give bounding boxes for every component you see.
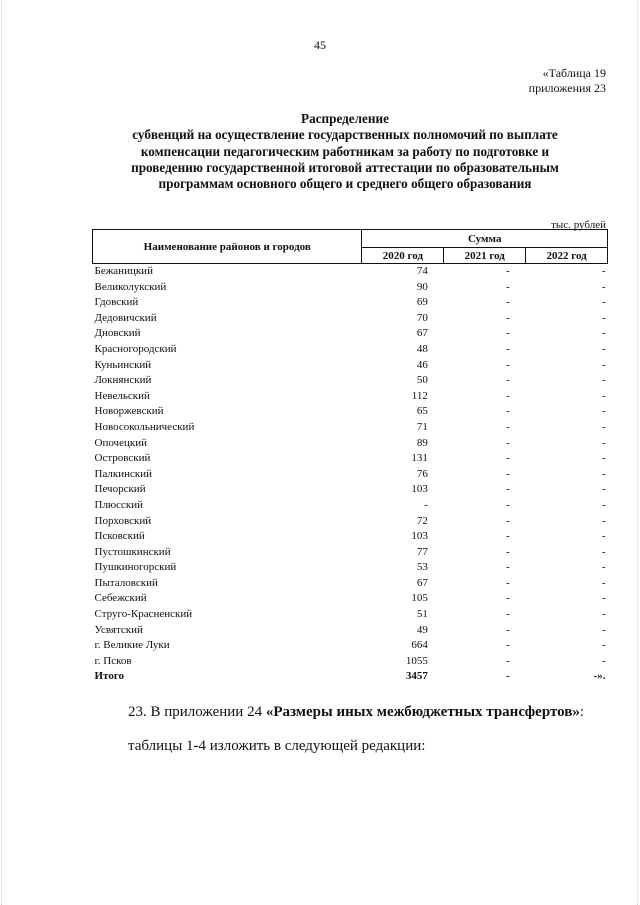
- value-2021: -: [505, 311, 510, 324]
- value-2022: -: [601, 576, 606, 589]
- value-2021: -: [505, 327, 510, 340]
- table-row: [93, 326, 608, 342]
- value-2022: -: [601, 280, 606, 293]
- value-2020: 67: [416, 327, 428, 340]
- value-2022: -: [601, 358, 606, 371]
- district-name: Палкинский: [94, 467, 153, 480]
- document-title: [80, 111, 610, 192]
- value-2021: -: [505, 358, 510, 371]
- table-row: [93, 311, 608, 327]
- value-2021: -: [505, 280, 510, 293]
- value-2020: 51: [416, 608, 428, 621]
- district-name: Пушкиногорский: [94, 561, 177, 574]
- value-2021: -: [505, 483, 510, 496]
- value-2022: -: [601, 514, 606, 527]
- value-2020: 65: [416, 405, 428, 418]
- units-label: тыс. рублей: [551, 219, 606, 231]
- page-number: 45: [314, 38, 326, 52]
- value-2020: 89: [416, 436, 428, 449]
- value-2022: -».: [593, 670, 606, 683]
- table-row: [93, 529, 608, 545]
- district-name: Новоржевский: [94, 405, 164, 418]
- value-2021: -: [505, 436, 510, 449]
- value-2022: -: [601, 327, 606, 340]
- district-name: Новосокольнический: [94, 420, 195, 433]
- value-2020: 90: [416, 280, 428, 293]
- value-2020: 49: [416, 623, 428, 636]
- district-name: Плюсский: [94, 498, 144, 511]
- header-sum: Сумма: [362, 230, 608, 248]
- value-2021: -: [505, 498, 510, 511]
- district-name: г. Псков: [94, 654, 132, 667]
- value-2021: -: [505, 576, 510, 589]
- value-2021: -: [505, 654, 510, 667]
- value-2020: 46: [416, 358, 428, 371]
- value-2020: 112: [411, 389, 428, 402]
- district-name: Красногородский: [94, 342, 177, 355]
- district-name: Печорский: [94, 483, 146, 496]
- table-row: [93, 467, 608, 483]
- district-name: Псковский: [94, 530, 145, 543]
- value-2022: -: [601, 389, 606, 402]
- value-2021: -: [505, 670, 510, 683]
- table-row: [93, 451, 608, 467]
- title-line4: проведению государственной итоговой аттестации по образовательным: [131, 159, 559, 175]
- value-2021: -: [505, 452, 510, 465]
- district-name: Дедовичский: [94, 311, 157, 324]
- district-name: Усвятский: [94, 623, 143, 636]
- value-2022: -: [601, 436, 606, 449]
- district-name: Бежаницкий: [94, 265, 153, 277]
- appendix-reference: [529, 66, 606, 96]
- value-2021: -: [505, 420, 510, 433]
- value-2021: -: [505, 405, 510, 418]
- table-row: [93, 482, 608, 498]
- value-2021: -: [505, 265, 510, 277]
- value-2022: -: [601, 639, 606, 652]
- value-2020: 74: [416, 265, 428, 277]
- district-name: Струго-Красненский: [94, 608, 193, 621]
- value-2022: -: [601, 498, 606, 511]
- value-2022: -: [601, 592, 606, 605]
- paragraph-23-suffix: :: [579, 704, 585, 720]
- value-2021: -: [505, 514, 510, 527]
- paragraph-23-bold: «Размеры иных межбюджетных трансфертов»: [265, 704, 580, 720]
- value-2022: -: [601, 296, 606, 309]
- district-name: Невельский: [94, 389, 150, 402]
- value-2020: 103: [411, 483, 428, 496]
- table-row: [93, 295, 608, 311]
- table-row: [93, 420, 608, 436]
- district-name: Опочецкий: [94, 436, 147, 449]
- value-2020: 67: [416, 576, 428, 589]
- district-name: Итого: [94, 670, 125, 683]
- value-2020: 70: [416, 311, 428, 324]
- value-2022: -: [601, 561, 606, 574]
- value-2022: -: [601, 608, 606, 621]
- value-2020: 131: [411, 452, 428, 465]
- title-line5: программам основного общего и среднего общего образования: [158, 176, 532, 192]
- paragraph-23-prefix: 23. В приложении 24: [128, 704, 266, 720]
- paragraph-23: [128, 704, 584, 721]
- appendix-ref-line1: «Таблица 19: [542, 66, 606, 80]
- table-row-total: [93, 669, 608, 685]
- title-line3: компенсации педагогическим работникам за работу по подготовке и: [140, 143, 550, 159]
- district-name: Себежский: [94, 592, 147, 605]
- value-2022: -: [601, 654, 606, 667]
- title-line2: субвенций на осуществление государственных полномочий по выплате: [132, 127, 558, 143]
- district-name: Дновский: [94, 327, 141, 340]
- page-edge-left: [1, 0, 3, 905]
- value-2022: -: [601, 420, 606, 433]
- value-2020: -: [424, 498, 428, 511]
- value-2021: -: [505, 374, 510, 387]
- table-row: [93, 623, 608, 639]
- value-2020: 76: [416, 467, 428, 480]
- value-2022: -: [601, 530, 606, 543]
- value-2022: -: [601, 374, 606, 387]
- table-row: [93, 591, 608, 607]
- district-name: Порховский: [94, 514, 152, 527]
- district-name: Гдовский: [94, 296, 139, 309]
- table-row: [93, 498, 608, 514]
- value-2021: -: [505, 561, 510, 574]
- value-2022: -: [601, 265, 606, 277]
- district-name: г. Великие Луки: [94, 639, 170, 652]
- value-2021: -: [505, 592, 510, 605]
- header-year-2022: 2022 год: [526, 248, 608, 264]
- value-2022: -: [601, 623, 606, 636]
- paragraph-tables: таблицы 1-4 изложить в следующей редакции:: [128, 738, 426, 754]
- table-row: [93, 545, 608, 561]
- district-name: Пустошкинский: [94, 545, 171, 558]
- value-2022: -: [601, 405, 606, 418]
- value-2020: 3457: [405, 670, 428, 683]
- value-2021: -: [505, 342, 510, 355]
- header-year-2020: 2020 год: [362, 248, 444, 264]
- value-2020: 48: [416, 342, 428, 355]
- appendix-ref-line2: приложения 23: [528, 81, 606, 95]
- value-2022: -: [601, 545, 606, 558]
- value-2020: 1055: [405, 654, 428, 667]
- header-name: Наименование районов и городов: [93, 230, 362, 264]
- value-2020: 71: [416, 420, 428, 433]
- value-2021: -: [505, 389, 510, 402]
- value-2021: -: [505, 545, 510, 558]
- value-2022: -: [601, 311, 606, 324]
- district-name: Локнянский: [94, 374, 152, 387]
- table-row: [93, 389, 608, 405]
- title-line1: Распределение: [301, 111, 389, 126]
- value-2021: -: [505, 623, 510, 636]
- value-2020: 72: [416, 514, 428, 527]
- table-row: [93, 514, 608, 530]
- value-2020: 69: [416, 296, 428, 309]
- district-name: Островский: [94, 452, 151, 465]
- table-row: [93, 373, 608, 389]
- value-2020: 103: [411, 530, 428, 543]
- value-2022: -: [601, 452, 606, 465]
- table-row: [93, 654, 608, 670]
- district-name: Куньинский: [94, 358, 152, 371]
- table-row: [93, 607, 608, 623]
- value-2020: 664: [411, 639, 428, 652]
- value-2022: -: [601, 483, 606, 496]
- table-row: [93, 404, 608, 420]
- subvention-table: [92, 229, 608, 685]
- value-2020: 53: [416, 561, 428, 574]
- header-year-2021: 2021 год: [444, 248, 526, 264]
- value-2020: 105: [411, 592, 428, 605]
- table-row: [93, 358, 608, 374]
- page-edge-right: [637, 0, 639, 905]
- value-2022: -: [601, 342, 606, 355]
- value-2021: -: [505, 296, 510, 309]
- table-row: [93, 638, 608, 654]
- value-2020: 50: [416, 374, 428, 387]
- value-2020: 77: [416, 545, 428, 558]
- value-2022: -: [601, 467, 606, 480]
- value-2021: -: [505, 530, 510, 543]
- district-name: Пыталовский: [94, 576, 158, 589]
- table-row: [93, 264, 608, 280]
- district-name: Великолукский: [94, 280, 167, 293]
- table-row: [93, 560, 608, 576]
- table-row: [93, 576, 608, 592]
- value-2021: -: [505, 608, 510, 621]
- table-body: [93, 264, 608, 686]
- table-row: [93, 342, 608, 358]
- table-row: [93, 280, 608, 296]
- value-2021: -: [505, 467, 510, 480]
- table-row: [93, 436, 608, 452]
- value-2021: -: [505, 639, 510, 652]
